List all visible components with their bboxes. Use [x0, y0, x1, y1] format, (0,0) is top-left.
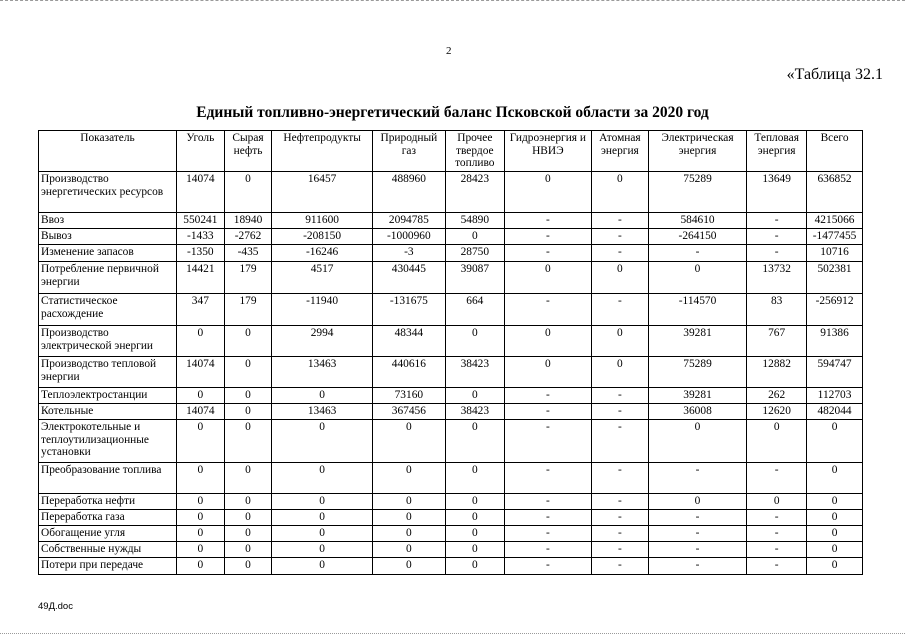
table-cell: 482044 [807, 404, 863, 420]
table-cell: 0 [648, 420, 746, 463]
table-cell: - [648, 510, 746, 526]
table-cell: -1350 [177, 245, 225, 262]
table-cell: 179 [224, 294, 272, 326]
table-cell: - [504, 558, 591, 575]
table-cell: 0 [504, 357, 591, 388]
table-cell: 91386 [807, 326, 863, 357]
table-cell: 10716 [807, 245, 863, 262]
table-cell: - [592, 494, 649, 510]
table-cell: - [504, 245, 591, 262]
table-cell: 0 [224, 510, 272, 526]
column-header: Тепловая энергия [747, 131, 807, 172]
table-cell: 584610 [648, 213, 746, 229]
table-cell: - [592, 404, 649, 420]
table-cell: 39087 [445, 262, 504, 294]
table-cell: - [747, 245, 807, 262]
table-cell: - [747, 542, 807, 558]
row-label: Статистическое расхождение [39, 294, 177, 326]
table-cell: 0 [177, 420, 225, 463]
table-cell: - [592, 213, 649, 229]
table-cell: 179 [224, 262, 272, 294]
table-row [39, 542, 863, 558]
table-cell: 0 [224, 420, 272, 463]
table-cell: - [648, 463, 746, 494]
table-cell: 2994 [272, 326, 372, 357]
row-label: Теплоэлектростанции [39, 388, 177, 404]
scan-edge-bottom [0, 633, 905, 640]
table-cell: 0 [807, 526, 863, 542]
table-cell: - [747, 463, 807, 494]
column-header: Сырая нефть [224, 131, 272, 172]
column-header: Гидроэнергия и НВИЭ [504, 131, 591, 172]
table-cell: - [592, 526, 649, 542]
table-cell: 18940 [224, 213, 272, 229]
table-row [39, 213, 863, 229]
table-cell: 0 [807, 542, 863, 558]
table-cell: -1000960 [372, 229, 445, 245]
table-cell: - [747, 229, 807, 245]
table-cell: 0 [224, 326, 272, 357]
table-cell: 0 [648, 494, 746, 510]
table-cell: 0 [445, 463, 504, 494]
table-cell: 4517 [272, 262, 372, 294]
row-label: Переработка газа [39, 510, 177, 526]
table-cell: - [504, 463, 591, 494]
table-cell: 0 [445, 420, 504, 463]
table-cell: 0 [272, 463, 372, 494]
table-cell: 38423 [445, 357, 504, 388]
table-cell: 0 [807, 420, 863, 463]
row-label: Собственные нужды [39, 542, 177, 558]
table-body [39, 172, 863, 575]
table-cell: 0 [177, 388, 225, 404]
table-cell: 28423 [445, 172, 504, 213]
table-cell: -16246 [272, 245, 372, 262]
column-header: Природный газ [372, 131, 445, 172]
table-label: «Таблица 32.1 [786, 66, 883, 83]
table-cell: 550241 [177, 213, 225, 229]
table-cell: 0 [372, 463, 445, 494]
table-header-row [39, 131, 863, 172]
table-cell: - [592, 245, 649, 262]
table-cell: 0 [807, 558, 863, 575]
table-cell: 367456 [372, 404, 445, 420]
table-cell: 14074 [177, 172, 225, 213]
row-label: Потребление первичной энергии [39, 262, 177, 294]
table-cell: 0 [177, 542, 225, 558]
table-cell: 0 [807, 494, 863, 510]
table-cell: 0 [372, 510, 445, 526]
table-cell: - [592, 420, 649, 463]
table-cell: -3 [372, 245, 445, 262]
table-row [39, 326, 863, 357]
table-cell: 36008 [648, 404, 746, 420]
table-cell: - [592, 463, 649, 494]
row-label: Производство тепловой энергии [39, 357, 177, 388]
table-cell: - [592, 510, 649, 526]
table-row [39, 558, 863, 575]
table-cell: - [648, 526, 746, 542]
table-cell: 347 [177, 294, 225, 326]
table-cell: 911600 [272, 213, 372, 229]
row-label: Котельные [39, 404, 177, 420]
table-row [39, 463, 863, 494]
table-cell: 0 [372, 542, 445, 558]
table-cell: - [648, 245, 746, 262]
table-cell: 0 [445, 542, 504, 558]
table-cell: 0 [272, 510, 372, 526]
table-cell: 488960 [372, 172, 445, 213]
table-cell: 636852 [807, 172, 863, 213]
table-cell: 0 [177, 494, 225, 510]
table-cell: 0 [224, 542, 272, 558]
scan-edge-top [0, 0, 905, 7]
table-cell: 48344 [372, 326, 445, 357]
table-cell: 0 [807, 463, 863, 494]
table-cell: -1477455 [807, 229, 863, 245]
table-cell: - [747, 510, 807, 526]
table-cell: 0 [747, 494, 807, 510]
table-cell: 14074 [177, 404, 225, 420]
table-cell: 0 [224, 357, 272, 388]
table-cell: - [504, 494, 591, 510]
table-cell: 75289 [648, 357, 746, 388]
row-label: Обогащение угля [39, 526, 177, 542]
table-cell: 0 [445, 388, 504, 404]
table-cell: 0 [224, 388, 272, 404]
table-row [39, 526, 863, 542]
table-cell: 39281 [648, 388, 746, 404]
table-row [39, 229, 863, 245]
table-cell: 0 [807, 510, 863, 526]
table-cell: 0 [592, 262, 649, 294]
table-cell: 0 [504, 326, 591, 357]
table-cell: - [648, 542, 746, 558]
table-cell: 14421 [177, 262, 225, 294]
table-cell: 0 [177, 558, 225, 575]
table-cell: 0 [224, 494, 272, 510]
table-row [39, 510, 863, 526]
table-cell: 0 [272, 494, 372, 510]
row-label: Электрокотельные и теплоутилизационные установки [39, 420, 177, 463]
table-cell: -256912 [807, 294, 863, 326]
table-cell: 594747 [807, 357, 863, 388]
table-cell: 0 [224, 558, 272, 575]
table-cell: 13463 [272, 357, 372, 388]
footer-filename: 49Д.doc [38, 601, 73, 612]
table-cell: 440616 [372, 357, 445, 388]
table-cell: 0 [272, 388, 372, 404]
table-cell: 0 [445, 558, 504, 575]
table-row [39, 245, 863, 262]
table-cell: - [504, 229, 591, 245]
table-cell: 0 [747, 420, 807, 463]
table-row [39, 494, 863, 510]
table-cell: 0 [177, 463, 225, 494]
table-cell: 0 [445, 510, 504, 526]
table-cell: - [747, 213, 807, 229]
table-cell: 0 [224, 463, 272, 494]
table-cell: -1433 [177, 229, 225, 245]
table-cell: - [592, 542, 649, 558]
column-header: Нефтепродукты [272, 131, 372, 172]
row-label: Потери при передаче [39, 558, 177, 575]
table-cell: - [504, 510, 591, 526]
table-cell: -208150 [272, 229, 372, 245]
table-cell: -2762 [224, 229, 272, 245]
table-cell: 83 [747, 294, 807, 326]
table-row [39, 262, 863, 294]
table-row [39, 404, 863, 420]
column-header: Уголь [177, 131, 225, 172]
table-cell: 0 [224, 404, 272, 420]
table-cell: 430445 [372, 262, 445, 294]
table-cell: 0 [224, 172, 272, 213]
table-cell: 13463 [272, 404, 372, 420]
table-cell: 14074 [177, 357, 225, 388]
row-label: Переработка нефти [39, 494, 177, 510]
table-cell: 0 [272, 526, 372, 542]
table-cell: 0 [372, 526, 445, 542]
table-row [39, 388, 863, 404]
table-cell: - [504, 388, 591, 404]
table-cell: 13732 [747, 262, 807, 294]
row-label: Ввоз [39, 213, 177, 229]
table-cell: 0 [592, 326, 649, 357]
table-cell: - [504, 526, 591, 542]
table-cell: - [592, 294, 649, 326]
row-label: Преобразование топлива [39, 463, 177, 494]
table-cell: 0 [648, 262, 746, 294]
page-title: Единый топливно-энергетический баланс Псковской области за 2020 год [196, 104, 709, 121]
table-cell: 0 [372, 420, 445, 463]
table-cell: -114570 [648, 294, 746, 326]
table-cell: 28750 [445, 245, 504, 262]
table-cell: -131675 [372, 294, 445, 326]
table-cell: - [504, 542, 591, 558]
table-cell: 0 [445, 326, 504, 357]
table-cell: 75289 [648, 172, 746, 213]
table-cell: - [592, 558, 649, 575]
table-cell: 38423 [445, 404, 504, 420]
table-row [39, 357, 863, 388]
table-cell: 0 [504, 262, 591, 294]
table-cell: 0 [372, 558, 445, 575]
table-row [39, 420, 863, 463]
table-row [39, 294, 863, 326]
table-cell: 0 [272, 542, 372, 558]
column-header: Прочее твердое топливо [445, 131, 504, 172]
table-row [39, 172, 863, 213]
table-cell: 2094785 [372, 213, 445, 229]
table-cell: 262 [747, 388, 807, 404]
table-cell: - [592, 229, 649, 245]
table-cell: - [504, 294, 591, 326]
table-cell: 0 [177, 510, 225, 526]
table-cell: 12882 [747, 357, 807, 388]
table-cell: 0 [445, 526, 504, 542]
column-header: Показатель [39, 131, 177, 172]
table-cell: 0 [592, 172, 649, 213]
table-cell: 4215066 [807, 213, 863, 229]
table-cell: - [648, 558, 746, 575]
table-cell: 39281 [648, 326, 746, 357]
column-header: Всего [807, 131, 863, 172]
table-cell: 0 [272, 420, 372, 463]
table-cell: - [504, 404, 591, 420]
table-cell: 0 [372, 494, 445, 510]
table-cell: 112703 [807, 388, 863, 404]
table-cell: 13649 [747, 172, 807, 213]
table-cell: 0 [504, 172, 591, 213]
table-cell: 0 [592, 357, 649, 388]
table-cell: 0 [445, 494, 504, 510]
table-cell: 502381 [807, 262, 863, 294]
table-cell: 0 [272, 558, 372, 575]
column-header: Электрическая энергия [648, 131, 746, 172]
row-label: Вывоз [39, 229, 177, 245]
table-cell: 12620 [747, 404, 807, 420]
table-cell: - [747, 526, 807, 542]
table-cell: - [747, 558, 807, 575]
row-label: Изменение запасов [39, 245, 177, 262]
table-cell: 16457 [272, 172, 372, 213]
row-label: Производство электрической энергии [39, 326, 177, 357]
table-cell: - [592, 388, 649, 404]
energy-balance-table [38, 130, 863, 575]
table-cell: 0 [224, 526, 272, 542]
table-cell: - [504, 213, 591, 229]
table-cell: 767 [747, 326, 807, 357]
table-cell: -11940 [272, 294, 372, 326]
table-cell: 73160 [372, 388, 445, 404]
row-label: Производство энергетических ресурсов [39, 172, 177, 213]
table-cell: 0 [177, 326, 225, 357]
table-cell: 0 [445, 229, 504, 245]
column-header: Атомная энергия [592, 131, 649, 172]
table-cell: -264150 [648, 229, 746, 245]
table-cell: 0 [177, 526, 225, 542]
page-number: 2 [446, 45, 452, 57]
table-cell: 664 [445, 294, 504, 326]
table-cell: 54890 [445, 213, 504, 229]
table-cell: -435 [224, 245, 272, 262]
table-cell: - [504, 420, 591, 463]
